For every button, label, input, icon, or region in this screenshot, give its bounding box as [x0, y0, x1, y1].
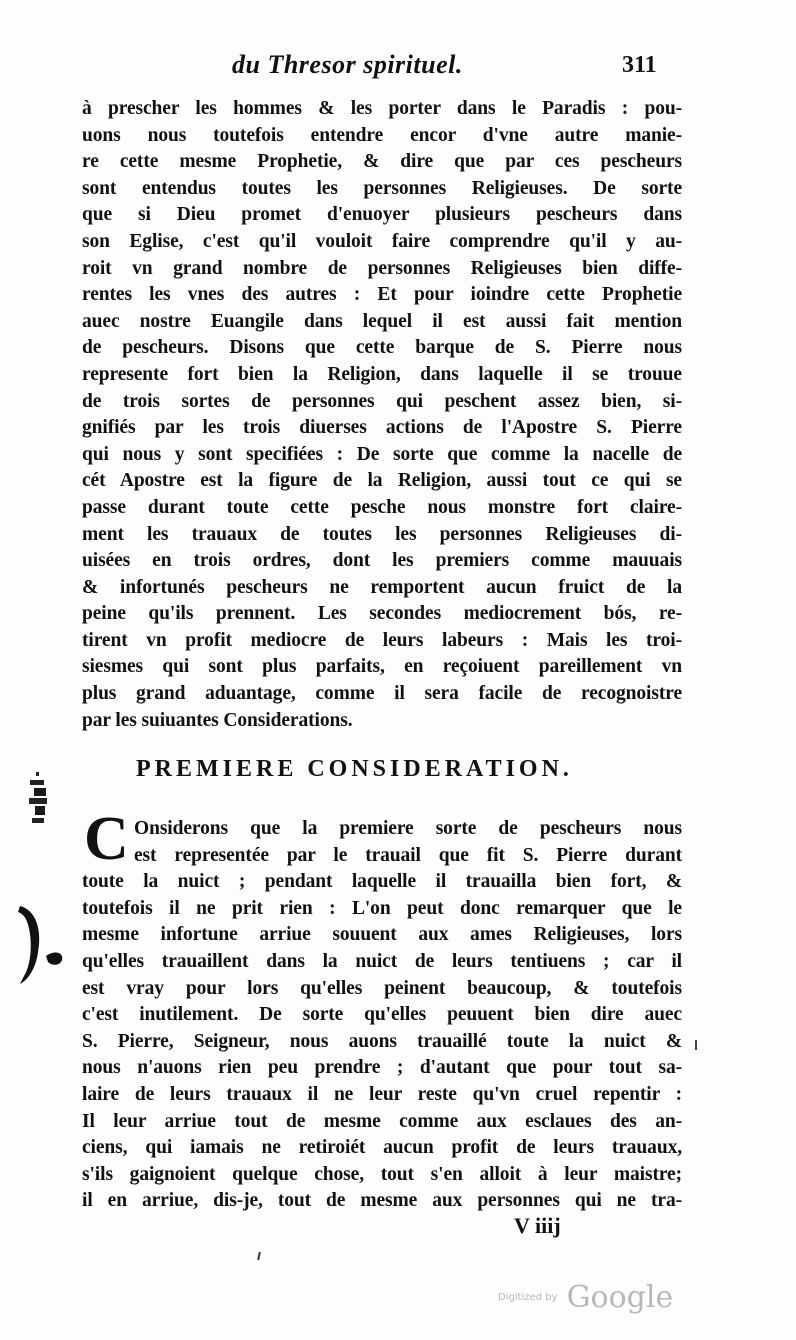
text-line: nous n'auons rien peu prendre ; d'autant que pour tout sa-: [82, 1057, 682, 1079]
section-heading: PREMIERE CONSIDERATION.: [136, 756, 573, 782]
paragraph-2: [82, 816, 682, 1215]
text-line: qui nous y sont specifiées : De sorte que comme la nacelle de: [82, 443, 682, 465]
page-header: [0, 50, 796, 90]
text-line: il en arriue, dis-je, tout de mesme aux personnes qui ne tra-: [82, 1190, 682, 1212]
running-title: du Thresor spirituel.: [232, 50, 463, 79]
text-line: uons nous toutefois entendre encor d'vne autre manie-: [82, 124, 682, 146]
text-line: Il leur arriue tout de mesme comme aux esclaues des an-: [82, 1110, 682, 1132]
ink-speck: [695, 1040, 697, 1050]
watermark-prefix: Digitized by: [498, 1292, 558, 1303]
text-line: toutefois il ne prit rien : L'on peut donc remarquer que le: [82, 897, 682, 919]
text-line: uisées en trois ordres, dont les premiers comme mauuais: [82, 550, 682, 572]
text-line: & infortunés pescheurs ne remportent aucun fruict de la: [82, 576, 682, 598]
text-line: cét Apostre est la figure de la Religion, aussi tout ce qui se: [82, 470, 682, 492]
text-line: sont entendus toutes les personnes Religieuses. De sorte: [82, 177, 682, 199]
text-line: est vray pour lors qu'elles peinent beaucoup, & toutefois: [82, 977, 682, 999]
drop-cap: C: [84, 805, 129, 873]
text-line: ment les trauaux de toutes les personnes Religieuses di-: [82, 523, 682, 545]
ink-speck: [257, 1252, 261, 1260]
google-watermark: [498, 1280, 673, 1315]
text-line: que si Dieu promet d'enuoyer plusieurs pescheurs dans: [82, 204, 682, 226]
text-line: est representée par le trauail que fit S. Pierre durant: [134, 844, 682, 866]
margin-ink-mark: [26, 770, 54, 830]
watermark-brand: Google: [566, 1280, 674, 1315]
text-line: c'est inutilement. De sorte qu'elles peuuent bien dire auec: [82, 1004, 682, 1026]
text-line: ciens, qui iamais ne retiroiét aucun profit de leurs trauaux,: [82, 1137, 682, 1159]
page-number: 311: [622, 52, 657, 78]
text-line: roit vn grand nombre de personnes Religieuses bien diffe-: [82, 257, 682, 279]
text-line: re cette mesme Prophetie, & dire que par ces pescheurs: [82, 151, 682, 173]
text-line: laire de leurs trauaux il ne leur reste qu'vn cruel repentir :: [82, 1083, 682, 1105]
text-line: peine qu'ils prennent. Les secondes mediocrement bós, re-: [82, 603, 682, 625]
catchword: V iiij: [514, 1213, 561, 1238]
text-line: siesmes qui sont plus parfaits, en reçoiuent pareillement vn: [82, 656, 682, 678]
margin-ink-mark: [12, 900, 72, 990]
text-line: S. Pierre, Seigneur, nous auons trauaillé toute la nuict &: [82, 1030, 682, 1052]
text-line: tirent vn profit mediocre de leurs labeurs : Mais les troi-: [82, 629, 682, 651]
text-line: mesme infortune arriue souuent aux ames Religieuses, lors: [82, 924, 682, 946]
text-line: à prescher les hommes & les porter dans le Paradis : pou-: [82, 98, 682, 119]
text-line: de trois sortes de personnes qui peschent assez bien, si-: [82, 390, 682, 412]
text-line: gnifiés par les trois diuerses actions de l'Apostre S. Pierre: [82, 417, 682, 439]
text-line: plus grand aduantage, comme il sera facile de recognoistre: [82, 683, 682, 705]
text-line: son Eglise, c'est qu'il vouloit faire comprendre qu'il y au-: [82, 230, 682, 252]
text-line: represente fort bien la Religion, dans laquelle il se trouue: [82, 363, 682, 385]
text-line: toute la nuict ; pendant laquelle il trauailla bien fort, &: [82, 871, 682, 893]
text-line: s'ils gaignoient quelque chose, tout s'en alloit à leur maistre;: [82, 1163, 682, 1185]
text-line: de pescheurs. Disons que cette barque de S. Pierre nous: [82, 337, 682, 359]
text-line: auec nostre Euangile dans lequel il est aussi fait mention: [82, 310, 682, 332]
paragraph-1: [82, 96, 682, 734]
text-line: qu'elles trauaillent dans la nuict de leurs tentiuens ; car il: [82, 950, 682, 972]
text-line: par les suiuantes Considerations.: [82, 709, 353, 731]
text-line: rentes les vnes des autres : Et pour ioindre cette Prophetie: [82, 284, 682, 306]
text-line: passe durant toute cette pesche nous monstre fort claire-: [82, 496, 682, 518]
text-line: Onsiderons que la premiere sorte de pescheurs nous: [134, 818, 682, 839]
